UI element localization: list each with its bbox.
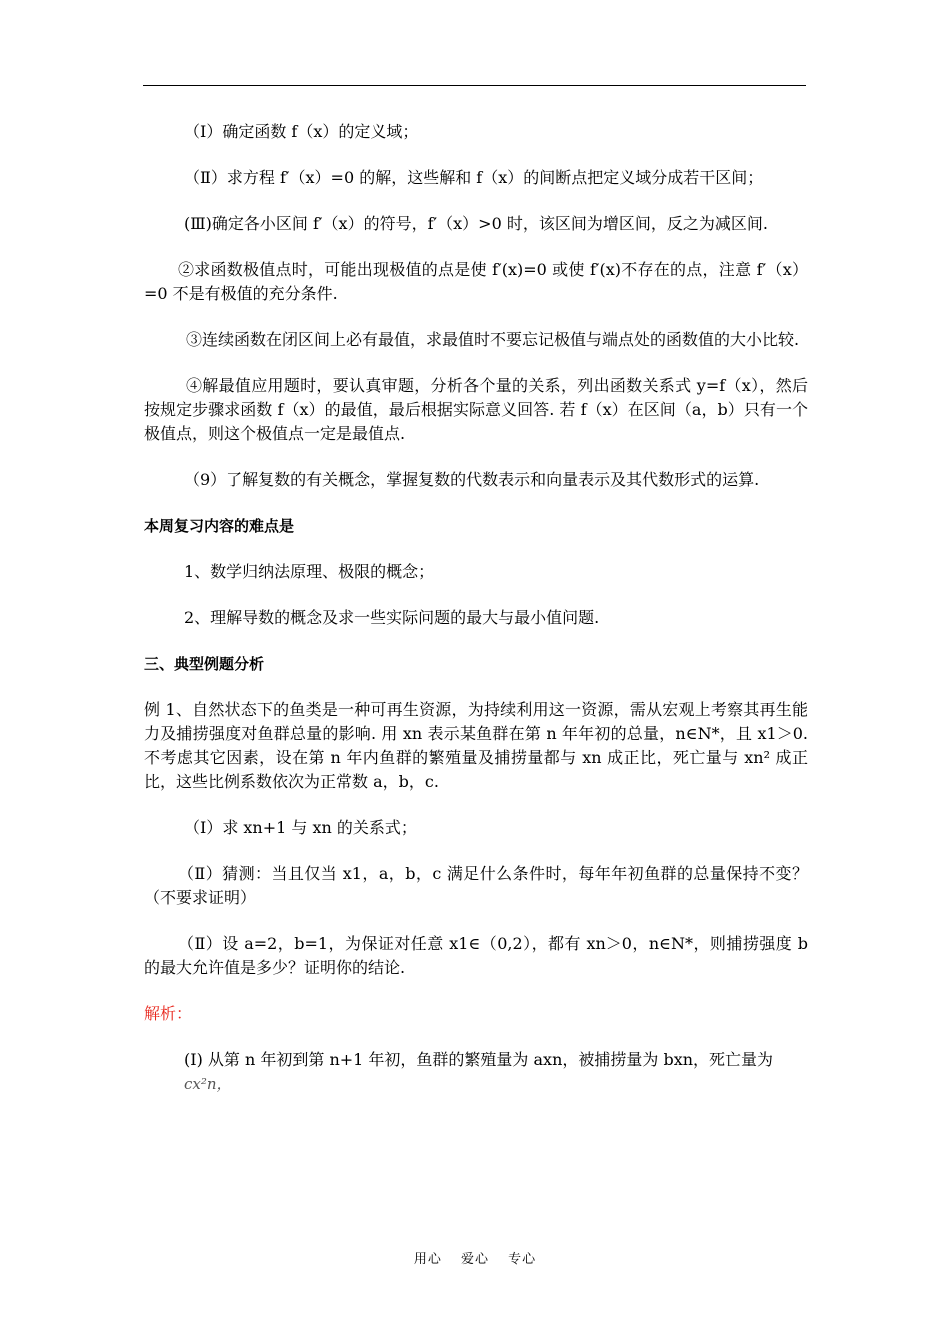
difficulty-heading: 本周复习内容的难点是: [144, 517, 295, 535]
step-3: (Ⅲ)确定各小区间 f′（x）的符号，f′（x）>0 时，该区间为增区间，反之为减区间.: [184, 214, 768, 233]
footer-word-2: 爱心: [460, 1252, 489, 1267]
solution-formula: cx²n，: [184, 1075, 232, 1093]
difficulty-item-2: 2、理解导数的概念及求一些实际问题的最大与最小值问题.: [184, 608, 600, 627]
difficulty-item-1: 1、数学归纳法原理、极限的概念；: [184, 562, 435, 581]
item-9: （9）了解复数的有关概念，掌握复数的代数表示和向量表示及其代数形式的运算.: [184, 470, 760, 489]
note-2: ②求函数极值点时，可能出现极值的点是使 f′(x)=0 或使 f′(x)不存在的点，注意 f′（x）=0 不是有极值的充分条件.: [144, 260, 808, 303]
example-question-3: （Ⅱ）设 a=2，b=1，为保证对任意 x1∈（0,2），都有 xn＞0，n∈N*，则捕捞强度 b 的最大允许值是多少？证明你的结论.: [144, 934, 808, 977]
footer-word-3: 专心: [508, 1252, 537, 1267]
note-3: ③连续函数在闭区间上必有最值，求最值时不要忘记极值与端点处的函数值的大小比较.: [186, 330, 800, 349]
note-4: ④解最值应用题时，要认真审题，分析各个量的关系，列出函数关系式 y=f（x），然后按规定步骤求函数 f（x）的最值，最后根据实际意义回答. 若 f（x）在区间（a，b）只有一个极值点，则这个极值点一定是最值点.: [144, 376, 808, 443]
solution-line: (Ⅰ) 从第 n 年初到第 n+1 年初，鱼群的繁殖量为 axn，被捕捞量为 bxn，死亡量为: [184, 1050, 774, 1069]
step-1: （Ⅰ）确定函数 f（x）的定义域；: [184, 122, 419, 141]
example-question-2: （Ⅱ）猜测：当且仅当 x1，a，b，c 满足什么条件时，每年年初鱼群的总量保持不变？（不要求证明）: [144, 864, 808, 907]
section-heading: 三、典型例题分析: [144, 655, 265, 673]
footer-word-1: 用心: [413, 1252, 442, 1267]
step-2: （Ⅱ）求方程 f′（x）=0 的解，这些解和 f（x）的间断点把定义域分成若干区间；: [184, 168, 764, 187]
page-footer: [0, 1248, 950, 1267]
solution-text: [144, 1048, 808, 1096]
solution-label: 解析：: [144, 1004, 193, 1023]
example-intro: 例 1、自然状态下的鱼类是一种可再生资源，为持续利用这一资源，需从宏观上考察其再生能力及捕捞强度对鱼群总量的影响. 用 xn 表示某鱼群在第 n 年年初的总量，n∈N*，且 x1＞0. 不考虑其它因素，设在第 n 年内鱼群的繁殖量及捕捞量都与 xn 成正比，死亡量与 xn² 成正比，这些比例系数依次为正常数 a，b，c.: [144, 700, 808, 791]
header-rule: [143, 85, 806, 86]
document-body: [144, 120, 808, 1096]
example-question-1: （Ⅰ）求 xn+1 与 xn 的关系式；: [184, 818, 417, 837]
